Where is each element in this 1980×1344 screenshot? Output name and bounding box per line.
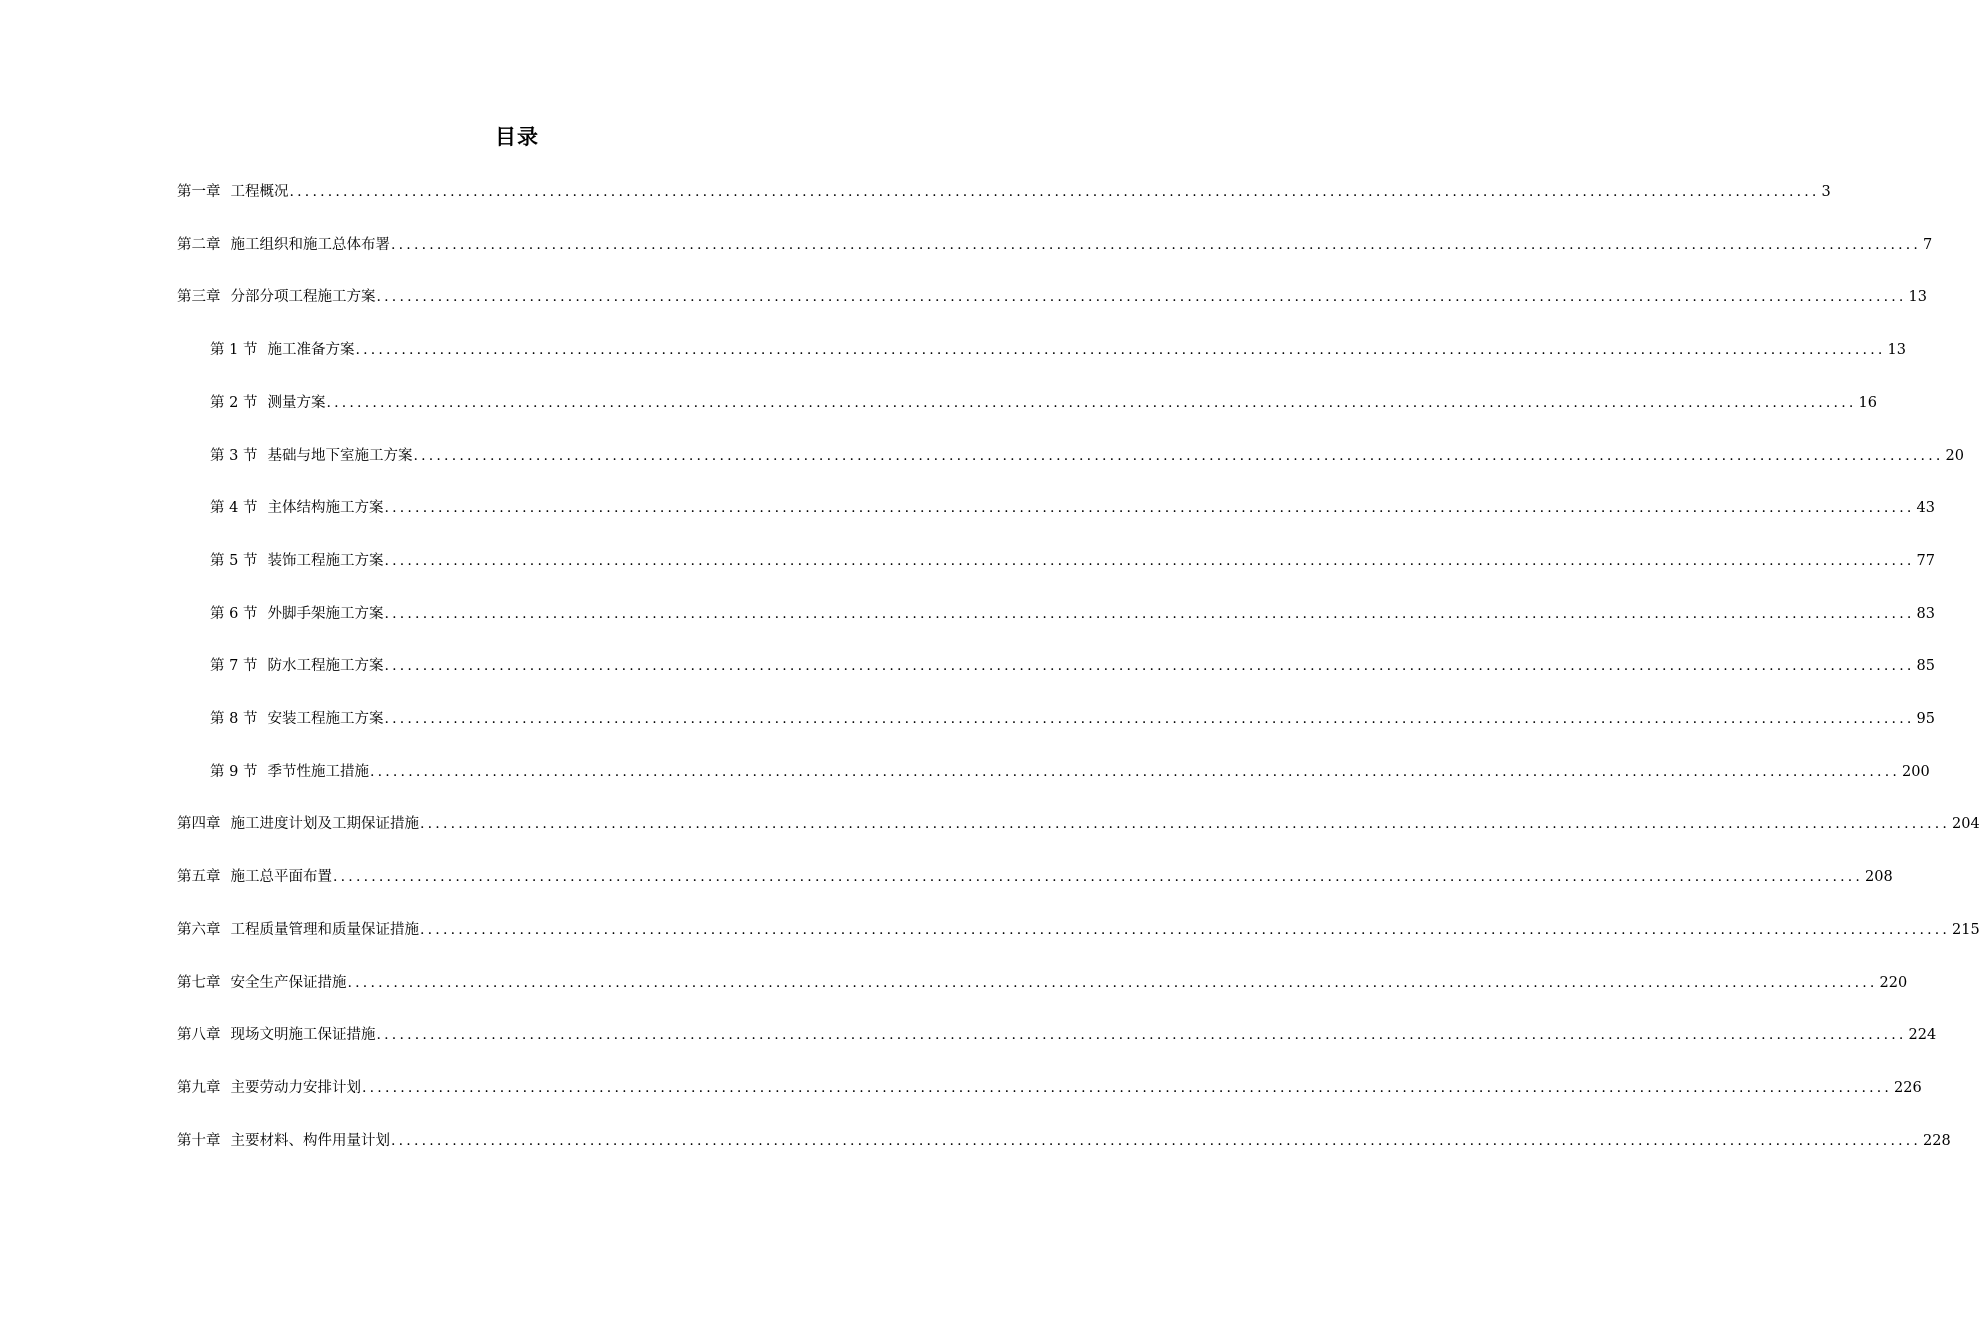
- toc-page-number: 226: [1894, 1079, 1922, 1096]
- toc-entry-label: [177, 798, 419, 851]
- toc-entry-label: [177, 219, 390, 272]
- toc-page-number: 3: [1821, 184, 1831, 200]
- toc-page-number: 13: [1887, 342, 1906, 359]
- toc-page-number: 224: [1908, 1027, 1937, 1044]
- toc-entry-number: 第 7 节: [210, 658, 258, 675]
- toc-page-number: 220: [1879, 974, 1908, 991]
- toc-chapter-entry[interactable]: [177, 166, 1831, 219]
- toc-entry-label: [177, 957, 347, 1010]
- toc-entry-title: 安全生产保证措施: [230, 974, 347, 991]
- toc-chapter-entry[interactable]: [177, 957, 1908, 1010]
- toc-entry-title: 季节性施工措施: [267, 763, 369, 780]
- page-title: 目录: [495, 125, 539, 149]
- toc-dot-leader: ........................................................................................................................................................................................................: [376, 289, 1907, 306]
- toc-section-entry[interactable]: [210, 746, 1930, 799]
- toc-entry-label: [177, 904, 419, 957]
- toc-dot-leader: ........................................................................................................................................................................................................: [413, 447, 1944, 464]
- toc-dot-leader: ........................................................................................................................................................................................................: [384, 552, 1915, 569]
- toc-entry-label: [210, 746, 369, 799]
- toc-entry-title: 施工准备方案: [267, 342, 355, 359]
- toc-section-entry[interactable]: [210, 430, 1964, 483]
- toc-page-number: 85: [1916, 658, 1935, 675]
- toc-entry-title: 施工组织和施工总体布署: [230, 236, 390, 253]
- toc-entry-number: 第三章: [177, 289, 221, 306]
- toc-entry-label: [177, 271, 376, 324]
- toc-page-number: 16: [1858, 394, 1877, 411]
- toc-dot-leader: ........................................................................................................................................................................................................: [376, 1027, 1907, 1044]
- toc-entry-title: 工程概况: [230, 184, 289, 200]
- toc-entry-number: 第 1 节: [210, 342, 258, 359]
- toc-entry-title: 主要材料、构件用量计划: [230, 1132, 390, 1149]
- toc-page-number: 20: [1945, 447, 1964, 464]
- toc-entry-number: 第 3 节: [210, 447, 258, 464]
- toc-entry-number: 第十章: [177, 1132, 221, 1149]
- toc-entry-title: 基础与地下室施工方案: [267, 447, 413, 464]
- toc-page-number: 204: [1952, 816, 1980, 833]
- toc-entry-number: 第一章: [177, 184, 221, 200]
- toc-entry-title: 工程质量管理和质量保证措施: [230, 921, 419, 938]
- toc-entry-number: 第 5 节: [210, 552, 258, 569]
- toc-section-entry[interactable]: [210, 377, 1877, 430]
- toc-entry-label: [210, 640, 383, 693]
- toc-entry-label: [210, 324, 354, 377]
- toc-chapter-entry[interactable]: [177, 904, 1980, 957]
- toc-dot-leader: ........................................................................................................................................................................................................: [333, 869, 1864, 886]
- toc-page-number: 200: [1902, 763, 1930, 780]
- toc-entry-title: 外脚手架施工方案: [267, 605, 384, 622]
- toc-entry-label: [210, 377, 325, 430]
- toc-dot-leader: ........................................................................................................................................................................................................: [369, 763, 1900, 780]
- toc-dot-leader: ........................................................................................................................................................................................................: [384, 605, 1915, 622]
- toc-page-number: 77: [1916, 552, 1935, 569]
- toc-entry-number: 第 8 节: [210, 711, 258, 727]
- toc-dot-leader: ........................................................................................................................................................................................................: [420, 921, 1951, 938]
- toc-page-number: 13: [1908, 289, 1927, 306]
- toc-dot-leader: ........................................................................................................................................................................................................: [355, 342, 1886, 359]
- toc-chapter-entry[interactable]: [177, 271, 1927, 324]
- toc-page-number: 43: [1916, 500, 1935, 517]
- toc-entry-label: [210, 535, 383, 588]
- toc-page-number: 228: [1923, 1132, 1951, 1149]
- toc-entry-label: [177, 166, 289, 219]
- toc-dot-leader: ........................................................................................................................................................................................................: [362, 1079, 1893, 1096]
- toc-entry-number: 第 6 节: [210, 605, 258, 622]
- toc-entry-number: 第 4 节: [210, 500, 258, 517]
- toc-chapter-entry[interactable]: [177, 798, 1980, 851]
- toc-page-number: 7: [1923, 236, 1933, 253]
- toc-entry-title: 施工进度计划及工期保证措施: [230, 816, 419, 833]
- toc-entry-title: 装饰工程施工方案: [267, 552, 384, 569]
- toc-entry-number: 第九章: [177, 1079, 221, 1096]
- toc-entry-number: 第六章: [177, 921, 221, 938]
- toc-entry-number: 第五章: [177, 869, 221, 886]
- toc-dot-leader: ........................................................................................................................................................................................................: [384, 500, 1915, 517]
- toc-dot-leader: ........................................................................................................................................................................................................: [391, 236, 1922, 253]
- toc-entry-label: [210, 482, 383, 535]
- toc-entry-label: [210, 588, 383, 641]
- toc-entry-number: 第 2 节: [210, 394, 258, 411]
- toc-entry-title: 安装工程施工方案: [267, 711, 384, 727]
- toc-page-number: 83: [1916, 605, 1935, 622]
- toc-entry-title: 主要劳动力安排计划: [230, 1079, 361, 1096]
- toc-entry-title: 施工总平面布置: [230, 869, 332, 886]
- toc-chapter-entry[interactable]: [177, 1062, 1922, 1115]
- toc-chapter-entry[interactable]: [177, 1115, 1951, 1168]
- toc-section-entry[interactable]: [210, 693, 1935, 746]
- toc-page-number: 95: [1916, 711, 1935, 727]
- toc-page-number: 215: [1952, 921, 1980, 938]
- toc-section-entry[interactable]: [210, 535, 1935, 588]
- toc-entry-title: 主体结构施工方案: [267, 500, 384, 517]
- toc-entry-number: 第二章: [177, 236, 221, 253]
- toc-dot-leader: ........................................................................................................................................................................................................: [289, 184, 1820, 200]
- toc-chapter-entry[interactable]: [177, 1009, 1937, 1062]
- toc-entry-number: 第八章: [177, 1027, 221, 1044]
- toc-section-entry[interactable]: [210, 640, 1935, 693]
- toc-dot-leader: ........................................................................................................................................................................................................: [420, 816, 1951, 833]
- toc-entry-label: [177, 851, 332, 904]
- toc-entry-label: [177, 1009, 376, 1062]
- toc-dot-leader: ........................................................................................................................................................................................................: [384, 711, 1915, 727]
- toc-section-entry[interactable]: [210, 588, 1935, 641]
- toc-entry-number: 第七章: [177, 974, 221, 991]
- toc-chapter-entry[interactable]: [177, 219, 1933, 272]
- toc-dot-leader: ........................................................................................................................................................................................................: [347, 974, 1878, 991]
- toc-entry-number: 第 9 节: [210, 763, 258, 780]
- toc-section-entry[interactable]: [210, 482, 1935, 535]
- toc-entry-title: 分部分项工程施工方案: [230, 289, 376, 306]
- toc-entry-label: [177, 1115, 390, 1168]
- toc-entry-number: 第四章: [177, 816, 221, 833]
- toc-entry-label: [210, 693, 383, 746]
- toc-section-entry[interactable]: [210, 324, 1906, 377]
- toc-page-number: 208: [1865, 869, 1893, 886]
- toc-entry-label: [210, 430, 412, 483]
- toc-dot-leader: ........................................................................................................................................................................................................: [391, 1132, 1922, 1149]
- toc-entry-title: 防水工程施工方案: [267, 658, 384, 675]
- toc-entry-title: 现场文明施工保证措施: [230, 1027, 376, 1044]
- toc-dot-leader: ........................................................................................................................................................................................................: [384, 658, 1915, 675]
- toc-chapter-entry[interactable]: [177, 851, 1893, 904]
- toc-entry-label: [177, 1062, 361, 1115]
- toc-entry-title: 测量方案: [267, 394, 326, 411]
- toc-dot-leader: ........................................................................................................................................................................................................: [326, 394, 1857, 411]
